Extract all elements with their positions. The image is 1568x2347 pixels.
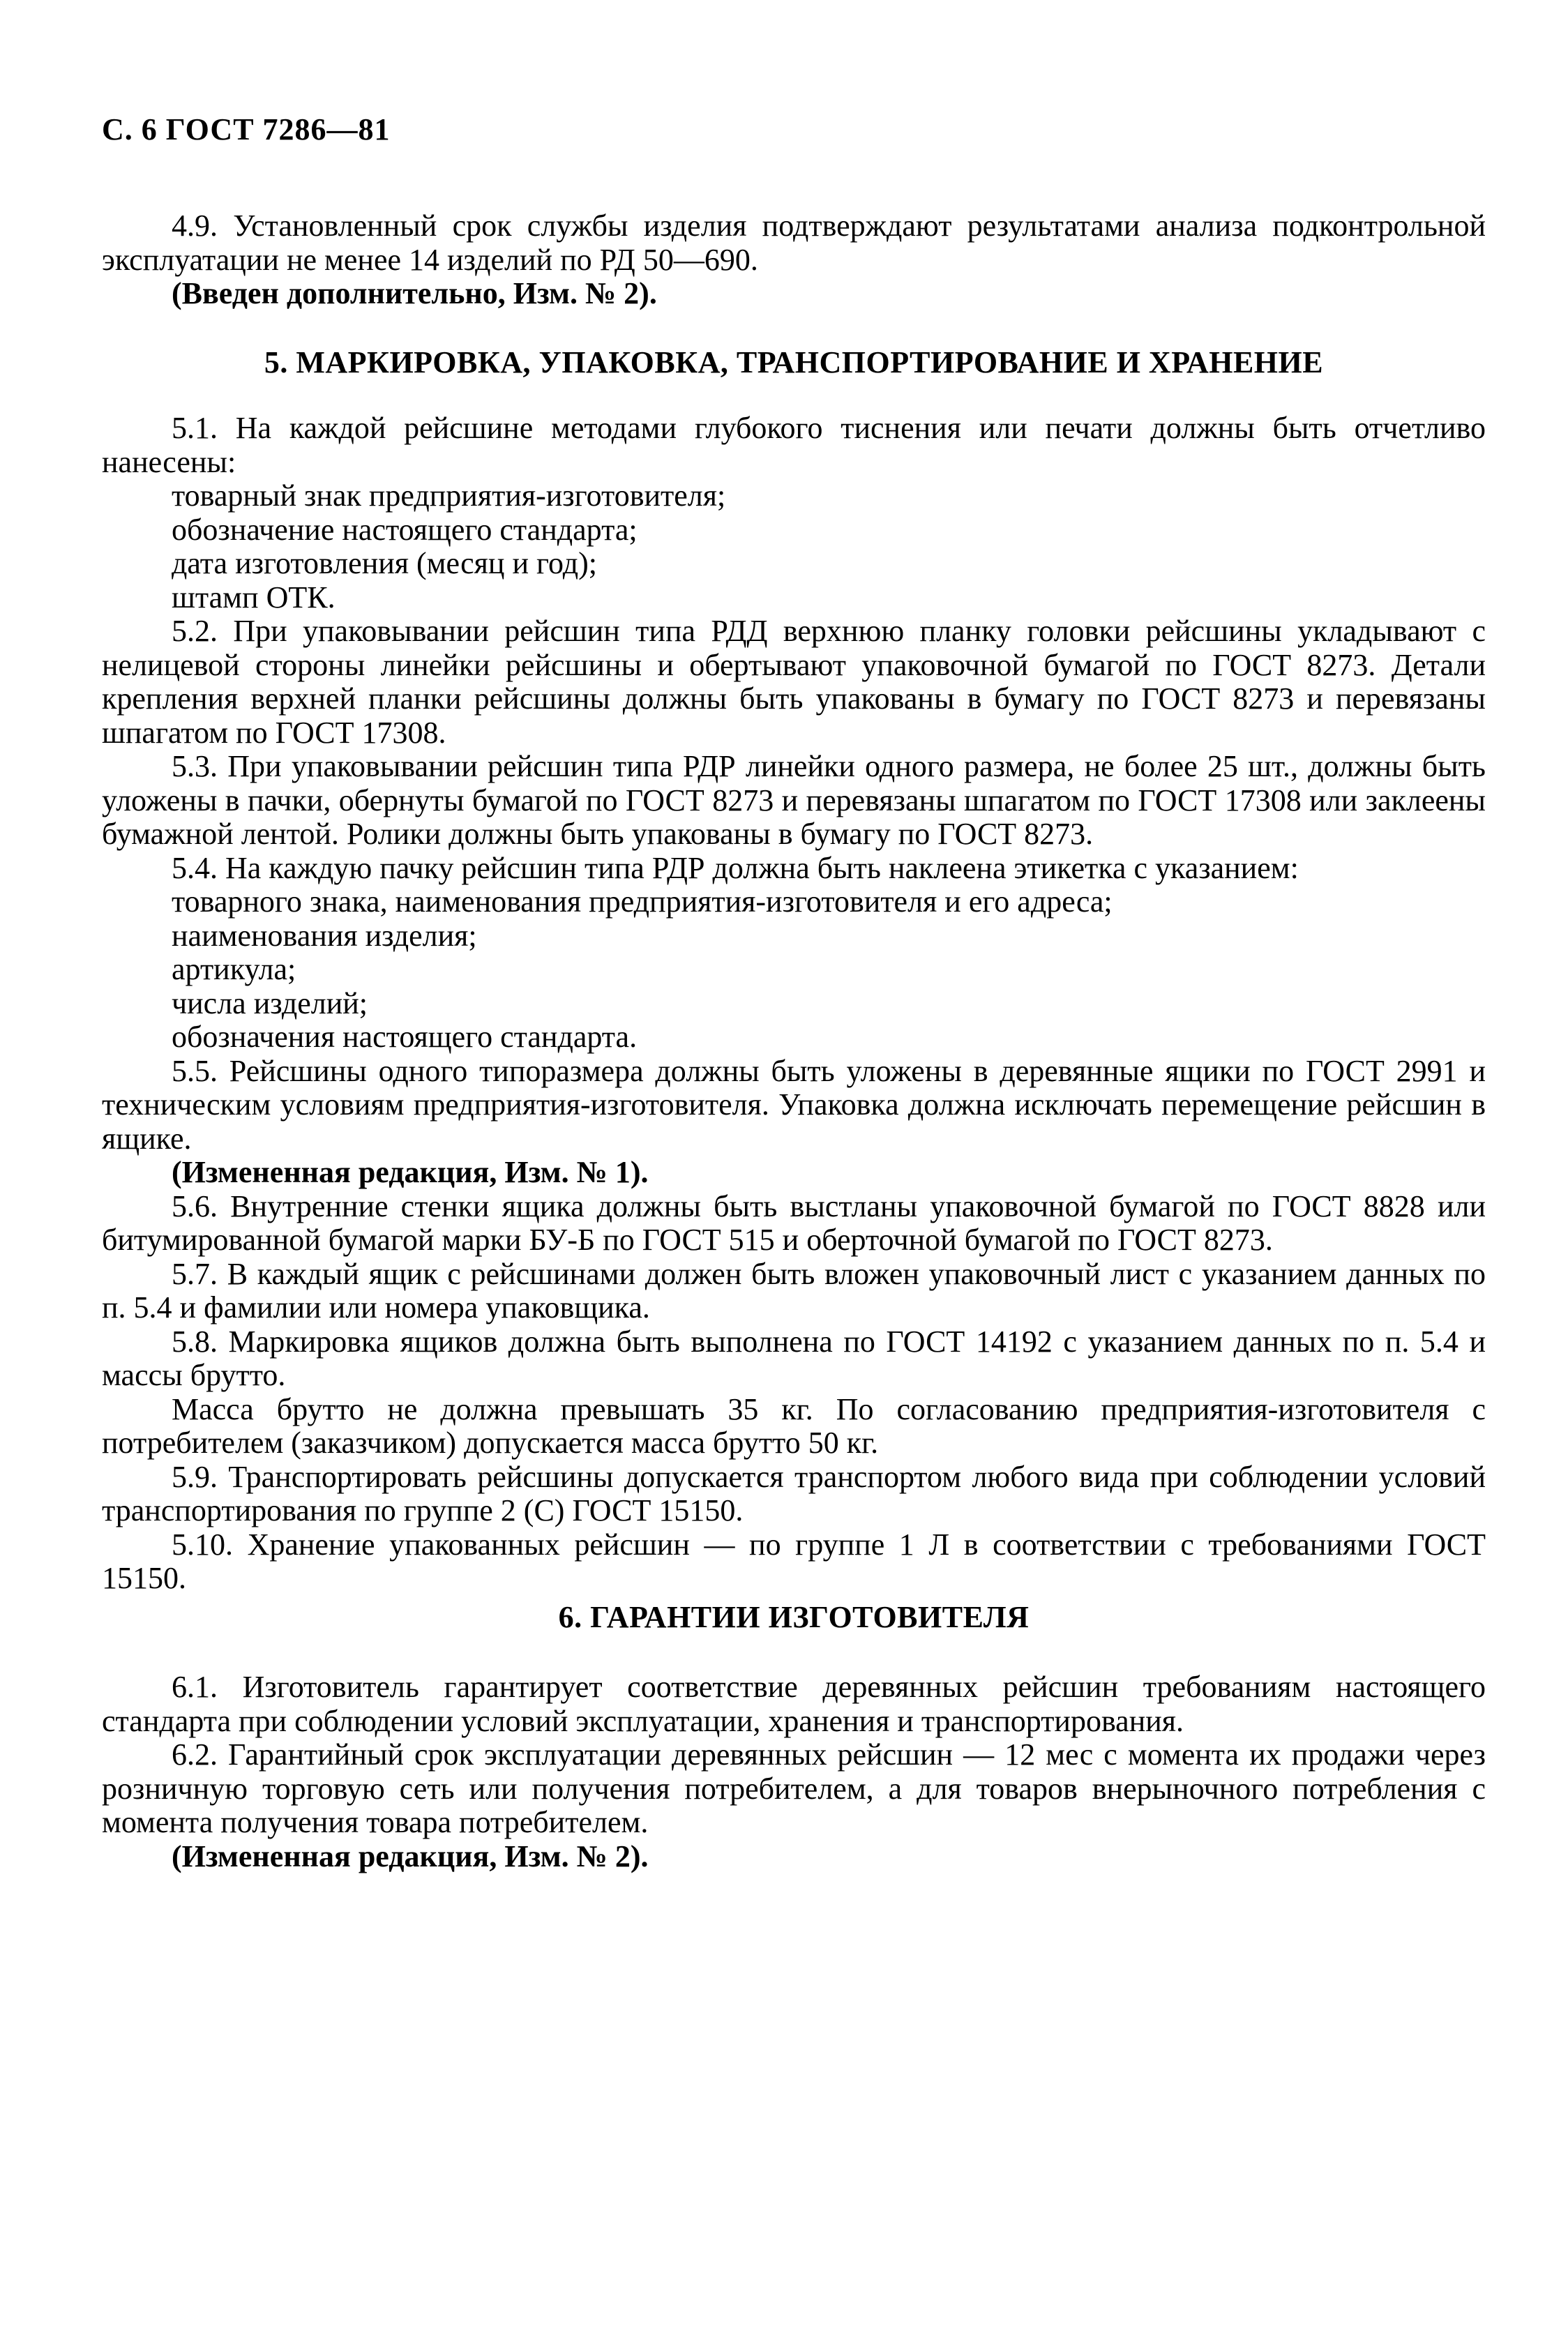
paragraph-5-4: 5.4. На каждую пачку рейсшин типа РДР должна быть наклеена этикетка с указанием: xyxy=(172,850,1299,885)
clause-4-9-note: (Введен дополнительно, Изм. № 2). xyxy=(172,276,657,310)
section-6-heading-block xyxy=(102,1601,1486,1635)
paragraph-5-5: 5.5. Рейсшины одного типоразмера должны быть уложены в деревянные ящики по ГОСТ 2991 и техническим условиям предприятия-изготовителя. Упаковка должна исключать перемещение рейсшин в ящике. xyxy=(102,1053,1486,1156)
paragraph-6-2: 6.2. Гарантийный срок эксплуатации деревянных рейсшин — 12 мес с момента их продажи через розничную торговую сеть или получения потребителем, а для товаров внерыночного потребления с момента получения товара потребителем. xyxy=(102,1737,1486,1839)
paragraph-6-2-note: (Измененная редакция, Изм. № 2). xyxy=(172,1839,649,1873)
paragraph-5-8-mass: Масса брутто не должна превышать 35 кг. По согласованию предприятия-изготовителя с потребителем (заказчиком) допускается масса брутто 50 кг. xyxy=(102,1391,1486,1460)
paragraph-5-6: 5.6. Внутренние стенки ящика должны быть выстланы упаковочной бумагой по ГОСТ 8828 или битумированной бумагой марки БУ-Б по ГОСТ 515 и оберточной бумагой по ГОСТ 8273. xyxy=(102,1188,1486,1257)
paragraph-5-2: 5.2. При упаковывании рейсшин типа РДД верхнюю планку головки рейсшины укладывают с нелицевой стороны линейки рейсшины и обертывают упаковочной бумагой по ГОСТ 8273. Детали крепления верхней планки рейсшины должны быть упакованы в бумагу по ГОСТ 8273 и перевязаны шпагатом по ГОСТ 17308. xyxy=(102,614,1486,750)
section-5-body xyxy=(102,412,1486,1596)
section-5-title: 5. МАРКИРОВКА, УПАКОВКА, ТРАНСПОРТИРОВАНИЕ И ХРАНЕНИЕ xyxy=(264,345,1324,379)
list-item-5-4-b: наименования изделия; xyxy=(172,918,477,953)
paragraph-5-7: 5.7. В каждый ящик с рейсшинами должен быть вложен упаковочный лист с указанием данных по п. 5.4 и фамилии или номера упаковщика. xyxy=(102,1256,1486,1325)
list-item-5-4-e: обозначения настоящего стандарта. xyxy=(172,1020,638,1054)
paragraph-5-1: 5.1. На каждой рейсшине методами глубокого тиснения или печати должны быть отчетливо нанесены: xyxy=(102,411,1486,479)
section-6-title: 6. ГАРАНТИИ ИЗГОТОВИТЕЛЯ xyxy=(558,1600,1030,1634)
list-item-5-1-d: штамп ОТК. xyxy=(172,580,336,614)
clause-4-9-text: 4.9. Установленный срок службы изделия подтверждают результатами анализа подконтрольной эксплуатации не менее 14 изделий по РД 50—690. xyxy=(102,209,1486,277)
list-item-5-1-c: дата изготовления (месяц и год); xyxy=(172,546,597,580)
list-item-5-4-c: артикула; xyxy=(172,952,296,986)
paragraph-5-8: 5.8. Маркировка ящиков должна быть выполнена по ГОСТ 14192 с указанием данных по п. 5.4 и массы брутто. xyxy=(102,1324,1486,1392)
paragraph-5-10: 5.10. Хранение упакованных рейсшин — по группе 1 Л в соответствии с требованиями ГОСТ 15150. xyxy=(102,1527,1486,1595)
list-item-5-4-a: товарного знака, наименования предприятия-изготовителя и его адреса; xyxy=(172,884,1113,919)
list-item-5-1-a: товарный знак предприятия-изготовителя; xyxy=(172,478,726,513)
paragraph-5-3: 5.3. При упаковывании рейсшин типа РДР линейки одного размера, не более 25 шт., должны быть уложены в пачки, обернуты бумагой по ГОСТ 8273 и перевязаны шпагатом по ГОСТ 17308 или заклеены бумажной лентой. Ролики должны быть упакованы в бумагу по ГОСТ 8273. xyxy=(102,749,1486,851)
list-item-5-4-d: числа изделий; xyxy=(172,986,368,1020)
paragraph-5-5-note: (Измененная редакция, Изм. № 1). xyxy=(172,1155,649,1189)
clause-4-9-block xyxy=(102,209,1486,311)
paragraph-5-9: 5.9. Транспортировать рейсшины допускается транспортом любого вида при соблюдении условий транспортирования по группе 2 (С) ГОСТ 15150. xyxy=(102,1459,1486,1527)
list-item-5-1-b: обозначение настоящего стандарта; xyxy=(172,512,638,547)
section-6-body xyxy=(102,1670,1486,1873)
section-5-heading-block xyxy=(102,346,1486,380)
running-head: С. 6 ГОСТ 7286—81 xyxy=(102,112,391,146)
paragraph-6-1: 6.1. Изготовитель гарантирует соответствие деревянных рейсшин требованиям настоящего стандарта при соблюдении условий эксплуатации, хранения и транспортирования. xyxy=(102,1670,1486,1738)
